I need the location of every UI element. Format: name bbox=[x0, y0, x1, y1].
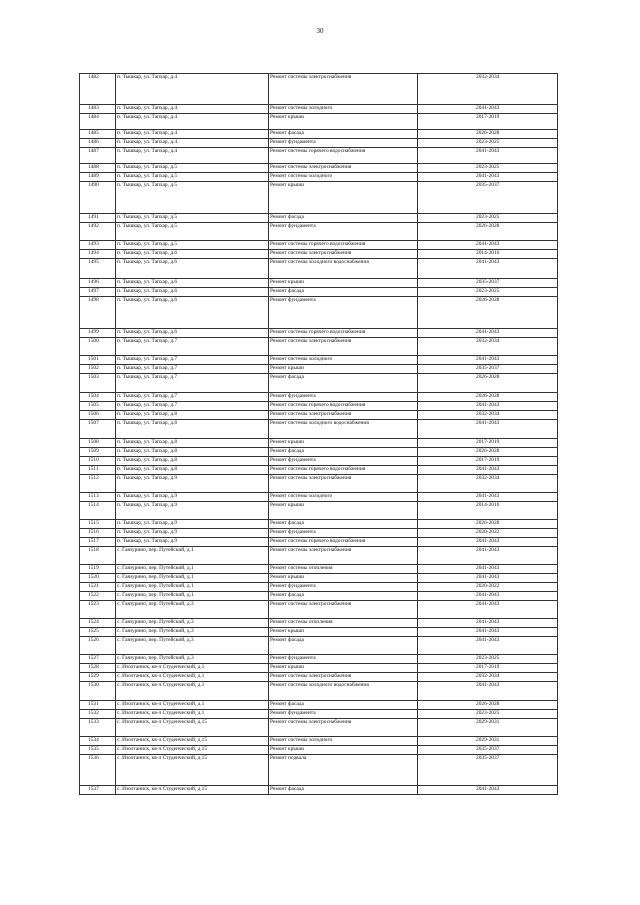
address-cell: п. Тышкар, ул. Тапхар, д.9 bbox=[116, 520, 269, 529]
period-cell: 2023-2025 bbox=[418, 214, 558, 223]
table-row bbox=[80, 502, 558, 520]
work-type-cell: Ремонт фундамента bbox=[269, 457, 418, 466]
work-type-cell: Ремонт системы горячего водоснабжения bbox=[269, 538, 418, 547]
table-row bbox=[80, 297, 558, 329]
work-type-cell: Ремонт системы электроснабжения bbox=[269, 74, 418, 105]
row-number: 1493 bbox=[80, 241, 116, 250]
period-cell: 2020-2022 bbox=[418, 529, 558, 538]
table-row bbox=[80, 173, 558, 182]
work-type-cell: Ремонт системы отопления bbox=[269, 565, 418, 574]
period-cell: 2041-2043 bbox=[418, 105, 558, 114]
period-cell: 2029-2031 bbox=[418, 737, 558, 746]
period-cell: 2023-2025 bbox=[418, 288, 558, 297]
table-row bbox=[80, 223, 558, 241]
row-number: 1532 bbox=[80, 710, 116, 719]
row-number: 1503 bbox=[80, 374, 116, 393]
work-type-cell: Ремонт системы электроснабжения bbox=[269, 475, 418, 493]
period-cell: 2026-2028 bbox=[418, 130, 558, 139]
address-cell: п. Тышкар, ул. Тапхар, д.5 bbox=[116, 164, 269, 173]
work-type-cell: Ремонт фундамента bbox=[269, 393, 418, 402]
table-row bbox=[80, 719, 558, 737]
period-cell: 2017-2019 bbox=[418, 457, 558, 466]
table-row bbox=[80, 701, 558, 710]
work-type-cell: Ремонт крыши bbox=[269, 746, 418, 755]
period-cell: 2032-2034 bbox=[418, 411, 558, 420]
table-row bbox=[80, 786, 558, 795]
period-cell: 2035-2037 bbox=[418, 746, 558, 755]
row-number: 1526 bbox=[80, 637, 116, 655]
table-row bbox=[80, 682, 558, 701]
work-type-cell: Ремонт системы холодного bbox=[269, 493, 418, 502]
work-type-cell: Ремонт фасада bbox=[269, 130, 418, 139]
row-number: 1484 bbox=[80, 114, 116, 130]
address-cell: п. Тышкар, ул. Тапхар, д.6 bbox=[116, 288, 269, 297]
row-number: 1485 bbox=[80, 130, 116, 139]
repair-schedule-table bbox=[79, 73, 558, 795]
address-cell: п. Тышкар, ул. Тапхар, д.6 bbox=[116, 279, 269, 288]
period-cell: 2041-2043 bbox=[418, 619, 558, 628]
address-cell: п. Тышкар, ул. Тапхар, д.7 bbox=[116, 402, 269, 411]
row-number: 1529 bbox=[80, 673, 116, 682]
address-cell: п. Тышкар, ул. Тапхар, д.5 bbox=[116, 182, 269, 214]
address-cell: п. Тышкар, ул. Тапхар, д.9 bbox=[116, 475, 269, 493]
address-cell: с. Гаязурино, пер. Путейский, д.1 bbox=[116, 592, 269, 601]
address-cell: п. Тышкар, ул. Тапхар, д.6 bbox=[116, 259, 269, 279]
row-number: 1501 bbox=[80, 356, 116, 365]
row-number: 1502 bbox=[80, 365, 116, 374]
address-cell: п. Тышкар, ул. Тапхар, д.5 bbox=[116, 173, 269, 182]
work-type-cell: Ремонт фундамента bbox=[269, 529, 418, 538]
table-row bbox=[80, 241, 558, 250]
row-number: 1506 bbox=[80, 411, 116, 420]
table-row bbox=[80, 114, 558, 130]
row-number: 1486 bbox=[80, 139, 116, 148]
table-row bbox=[80, 182, 558, 214]
address-cell: с. Изолтаниск, кв-л Студенческий, д.15 bbox=[116, 755, 269, 786]
row-number: 1505 bbox=[80, 402, 116, 411]
table-body bbox=[80, 74, 558, 795]
row-number: 1530 bbox=[80, 682, 116, 701]
row-number: 1515 bbox=[80, 520, 116, 529]
address-cell: п. Тышкар, ул. Тапхар, д.4 bbox=[116, 139, 269, 148]
table-row bbox=[80, 214, 558, 223]
period-cell: 2041-2043 bbox=[418, 329, 558, 338]
table-row bbox=[80, 393, 558, 402]
work-type-cell: Ремонт крыши bbox=[269, 439, 418, 448]
table-row bbox=[80, 130, 558, 139]
period-cell: 2041-2043 bbox=[418, 402, 558, 411]
row-number: 1492 bbox=[80, 223, 116, 241]
period-cell: 2026-2028 bbox=[418, 374, 558, 393]
row-number: 1489 bbox=[80, 173, 116, 182]
row-number: 1483 bbox=[80, 105, 116, 114]
period-cell: 2041-2043 bbox=[418, 466, 558, 475]
table-row bbox=[80, 637, 558, 655]
table-row bbox=[80, 279, 558, 288]
table-row bbox=[80, 475, 558, 493]
row-number: 1508 bbox=[80, 439, 116, 448]
table-row bbox=[80, 148, 558, 164]
work-type-cell: Ремонт подвала bbox=[269, 755, 418, 786]
row-number: 1514 bbox=[80, 502, 116, 520]
address-cell: с. Изолтаниск, кв-л Студенческий, д.15 bbox=[116, 737, 269, 746]
table-row bbox=[80, 493, 558, 502]
table-row bbox=[80, 448, 558, 457]
period-cell: 2035-2037 bbox=[418, 755, 558, 786]
work-type-cell: Ремонт системы горячего водоснабжения bbox=[269, 241, 418, 250]
table-row bbox=[80, 411, 558, 420]
period-cell: 2041-2043 bbox=[418, 628, 558, 637]
row-number: 1521 bbox=[80, 583, 116, 592]
address-cell: п. Тышкар, ул. Тапхар, д.7 bbox=[116, 365, 269, 374]
work-type-cell: Ремонт системы горячего водоснабжения bbox=[269, 148, 418, 164]
address-cell: с. Изолтаниск, кв-л Студенческий, д.15 bbox=[116, 719, 269, 737]
row-number: 1523 bbox=[80, 601, 116, 619]
table-row bbox=[80, 105, 558, 114]
period-cell: 2020-2022 bbox=[418, 583, 558, 592]
table-row bbox=[80, 601, 558, 619]
address-cell: п. Тышкар, ул. Тапхар, д.9 bbox=[116, 493, 269, 502]
table-row bbox=[80, 565, 558, 574]
table-row bbox=[80, 755, 558, 786]
period-cell: 2041-2043 bbox=[418, 241, 558, 250]
table-row bbox=[80, 746, 558, 755]
address-cell: с. Гаязурино, пер. Путейский, д.1 bbox=[116, 565, 269, 574]
row-number: 1516 bbox=[80, 529, 116, 538]
period-cell: 2023-2025 bbox=[418, 655, 558, 664]
period-cell: 2041-2043 bbox=[418, 148, 558, 164]
address-cell: п. Тышкар, ул. Тапхар, д.9 bbox=[116, 538, 269, 547]
row-number: 1495 bbox=[80, 259, 116, 279]
work-type-cell: Ремонт системы холодного bbox=[269, 105, 418, 114]
work-type-cell: Ремонт крыши bbox=[269, 628, 418, 637]
period-cell: 2041-2043 bbox=[418, 592, 558, 601]
table-row bbox=[80, 547, 558, 565]
work-type-cell: Ремонт системы холодного bbox=[269, 356, 418, 365]
period-cell: 2041-2043 bbox=[418, 786, 558, 795]
address-cell: п. Тышкар, ул. Тапхар, д.5 bbox=[116, 223, 269, 241]
work-type-cell: Ремонт системы электроснабжения bbox=[269, 547, 418, 565]
address-cell: с. Изолтаниск, кв-л Студенческий, д.1 bbox=[116, 664, 269, 673]
table-row bbox=[80, 329, 558, 338]
address-cell: с. Изолтаниск, кв-л Студенческий, д.1 bbox=[116, 710, 269, 719]
table-row bbox=[80, 592, 558, 601]
table-row bbox=[80, 538, 558, 547]
table-row bbox=[80, 402, 558, 411]
address-cell: п. Тышкар, ул. Тапхар, д.6 bbox=[116, 329, 269, 338]
row-number: 1500 bbox=[80, 338, 116, 356]
row-number: 1537 bbox=[80, 786, 116, 795]
address-cell: с. Изолтаниск, кв-л Студенческий, д.1 bbox=[116, 701, 269, 710]
row-number: 1504 bbox=[80, 393, 116, 402]
table-row bbox=[80, 673, 558, 682]
work-type-cell: Ремонт крыши bbox=[269, 664, 418, 673]
period-cell: 2026-2028 bbox=[418, 701, 558, 710]
period-cell: 2035-2037 bbox=[418, 365, 558, 374]
row-number: 1522 bbox=[80, 592, 116, 601]
address-cell: с. Изолтаниск, кв-л Студенческий, д.15 bbox=[116, 786, 269, 795]
row-number: 1533 bbox=[80, 719, 116, 737]
address-cell: п. Тышкар, ул. Тапхар, д.8 bbox=[116, 448, 269, 457]
work-type-cell: Ремонт крыши bbox=[269, 365, 418, 374]
work-type-cell: Ремонт системы электроснабжения bbox=[269, 164, 418, 173]
work-type-cell: Ремонт крыши bbox=[269, 114, 418, 130]
row-number: 1534 bbox=[80, 737, 116, 746]
row-number: 1518 bbox=[80, 547, 116, 565]
period-cell: 2041-2043 bbox=[418, 574, 558, 583]
table-row bbox=[80, 374, 558, 393]
row-number: 1528 bbox=[80, 664, 116, 673]
work-type-cell: Ремонт системы холодного водоснабжения bbox=[269, 682, 418, 701]
table-row bbox=[80, 288, 558, 297]
period-cell: 2041-2043 bbox=[418, 547, 558, 565]
address-cell: п. Тышкар, ул. Тапхар, д.7 bbox=[116, 338, 269, 356]
period-cell: 2041-2043 bbox=[418, 356, 558, 365]
work-type-cell: Ремонт фасада bbox=[269, 701, 418, 710]
period-cell: 2014-2016 bbox=[418, 502, 558, 520]
work-type-cell: Ремонт системы отопления bbox=[269, 619, 418, 628]
address-cell: п. Тышкар, ул. Тапхар, д.4 bbox=[116, 114, 269, 130]
address-cell: п. Тышкар, ул. Тапхар, д.4 bbox=[116, 105, 269, 114]
period-cell: 2017-2019 bbox=[418, 114, 558, 130]
table-row bbox=[80, 250, 558, 259]
work-type-cell: Ремонт фасада bbox=[269, 592, 418, 601]
period-cell: 2041-2043 bbox=[418, 637, 558, 655]
work-type-cell: Ремонт фасада bbox=[269, 374, 418, 393]
work-type-cell: Ремонт фасада bbox=[269, 520, 418, 529]
table-row bbox=[80, 628, 558, 637]
row-number: 1491 bbox=[80, 214, 116, 223]
work-type-cell: Ремонт фасада bbox=[269, 448, 418, 457]
row-number: 1524 bbox=[80, 619, 116, 628]
period-cell: 2041-2043 bbox=[418, 682, 558, 701]
period-cell: 2029-2031 bbox=[418, 719, 558, 737]
address-cell: п. Тышкар, ул. Тапхар, д.4 bbox=[116, 130, 269, 139]
table-row bbox=[80, 520, 558, 529]
period-cell: 2032-2034 bbox=[418, 475, 558, 493]
period-cell: 2032-2034 bbox=[418, 673, 558, 682]
period-cell: 2026-2028 bbox=[418, 448, 558, 457]
period-cell: 2032-2034 bbox=[418, 338, 558, 356]
table-row bbox=[80, 420, 558, 439]
period-cell: 2023-2025 bbox=[418, 710, 558, 719]
row-number: 1498 bbox=[80, 297, 116, 329]
table-row bbox=[80, 139, 558, 148]
work-type-cell: Ремонт фундамента bbox=[269, 223, 418, 241]
work-type-cell: Ремонт системы электроснабжения bbox=[269, 250, 418, 259]
row-number: 1497 bbox=[80, 288, 116, 297]
row-number: 1536 bbox=[80, 755, 116, 786]
period-cell: 2041-2043 bbox=[418, 565, 558, 574]
work-type-cell: Ремонт фундамента bbox=[269, 297, 418, 329]
table-row bbox=[80, 365, 558, 374]
work-type-cell: Ремонт системы электроснабжения bbox=[269, 338, 418, 356]
address-cell: п. Тышкар, ул. Тапхар, д.9 bbox=[116, 502, 269, 520]
address-cell: п. Тышкар, ул. Тапхар, д.4 bbox=[116, 74, 269, 105]
work-type-cell: Ремонт крыши bbox=[269, 574, 418, 583]
work-type-cell: Ремонт фасада bbox=[269, 288, 418, 297]
table-row bbox=[80, 457, 558, 466]
address-cell: с. Гаязурино, пер. Путейский, д.3 bbox=[116, 637, 269, 655]
period-cell: 2026-2028 bbox=[418, 297, 558, 329]
table-row bbox=[80, 583, 558, 592]
period-cell: 2041-2043 bbox=[418, 173, 558, 182]
row-number: 1487 bbox=[80, 148, 116, 164]
row-number: 1527 bbox=[80, 655, 116, 664]
period-cell: 2017-2019 bbox=[418, 664, 558, 673]
row-number: 1494 bbox=[80, 250, 116, 259]
work-type-cell: Ремонт системы электроснабжения bbox=[269, 673, 418, 682]
table-row bbox=[80, 439, 558, 448]
row-number: 1517 bbox=[80, 538, 116, 547]
row-number: 1525 bbox=[80, 628, 116, 637]
period-cell: 2023-2025 bbox=[418, 164, 558, 173]
work-type-cell: Ремонт фундамента bbox=[269, 139, 418, 148]
row-number: 1482 bbox=[80, 74, 116, 105]
row-number: 1511 bbox=[80, 466, 116, 475]
address-cell: п. Тышкар, ул. Тапхар, д.8 bbox=[116, 466, 269, 475]
address-cell: п. Тышкар, ул. Тапхар, д.7 bbox=[116, 356, 269, 365]
table-row bbox=[80, 655, 558, 664]
address-cell: с. Гаязурино, пер. Путейский, д.1 bbox=[116, 574, 269, 583]
work-type-cell: Ремонт системы холодного bbox=[269, 737, 418, 746]
address-cell: п. Тышкар, ул. Тапхар, д.8 bbox=[116, 420, 269, 439]
period-cell: 2035-2037 bbox=[418, 182, 558, 214]
address-cell: с. Гаязурино, пер. Путейский, д.1 bbox=[116, 583, 269, 592]
address-cell: п. Тышкар, ул. Тапхар, д.8 bbox=[116, 439, 269, 448]
work-type-cell: Ремонт системы электроснабжения bbox=[269, 719, 418, 737]
row-number: 1512 bbox=[80, 475, 116, 493]
work-type-cell: Ремонт системы холодного bbox=[269, 173, 418, 182]
row-number: 1520 bbox=[80, 574, 116, 583]
address-cell: п. Тышкар, ул. Тапхар, д.7 bbox=[116, 393, 269, 402]
work-type-cell: Ремонт фундамента bbox=[269, 710, 418, 719]
row-number: 1535 bbox=[80, 746, 116, 755]
address-cell: п. Тышкар, ул. Тапхар, д.7 bbox=[116, 374, 269, 393]
period-cell: 2032-2034 bbox=[418, 74, 558, 105]
period-cell: 2041-2043 bbox=[418, 259, 558, 279]
table-row bbox=[80, 74, 558, 105]
table-row bbox=[80, 338, 558, 356]
address-cell: п. Тышкар, ул. Тапхар, д.8 bbox=[116, 457, 269, 466]
period-cell: 2017-2019 bbox=[418, 439, 558, 448]
address-cell: п. Тышкар, ул. Тапхар, д.4 bbox=[116, 148, 269, 164]
row-number: 1490 bbox=[80, 182, 116, 214]
row-number: 1499 bbox=[80, 329, 116, 338]
period-cell: 2041-2043 bbox=[418, 601, 558, 619]
repair-schedule-table-wrapper bbox=[79, 73, 557, 848]
row-number: 1488 bbox=[80, 164, 116, 173]
row-number: 1496 bbox=[80, 279, 116, 288]
work-type-cell: Ремонт крыши bbox=[269, 502, 418, 520]
page-number: 30 bbox=[316, 27, 324, 35]
period-cell: 2041-2043 bbox=[418, 538, 558, 547]
table-row bbox=[80, 356, 558, 365]
address-cell: с. Изолтаниск, кв-л Студенческий, д.15 bbox=[116, 746, 269, 755]
work-type-cell: Ремонт фундамента bbox=[269, 655, 418, 664]
table-row bbox=[80, 164, 558, 173]
row-number: 1513 bbox=[80, 493, 116, 502]
period-cell: 2026-2028 bbox=[418, 223, 558, 241]
table-row bbox=[80, 710, 558, 719]
work-type-cell: Ремонт системы электроснабжения bbox=[269, 411, 418, 420]
work-type-cell: Ремонт системы холодного водоснабжения bbox=[269, 420, 418, 439]
address-cell: с. Изолтаниск, кв-л Студенческий, д.1 bbox=[116, 673, 269, 682]
row-number: 1507 bbox=[80, 420, 116, 439]
period-cell: 2035-2037 bbox=[418, 279, 558, 288]
address-cell: п. Тышкар, ул. Тапхар, д.5 bbox=[116, 241, 269, 250]
table-row bbox=[80, 259, 558, 279]
work-type-cell: Ремонт фундамента bbox=[269, 583, 418, 592]
work-type-cell: Ремонт системы горячего водоснабжения bbox=[269, 466, 418, 475]
table-row bbox=[80, 737, 558, 746]
work-type-cell: Ремонт системы горячего водоснабжения bbox=[269, 329, 418, 338]
table-row bbox=[80, 529, 558, 538]
address-cell: с. Гаязурино, пер. Путейский, д.1 bbox=[116, 547, 269, 565]
address-cell: п. Тышкар, ул. Тапхар, д.6 bbox=[116, 250, 269, 259]
table-row bbox=[80, 574, 558, 583]
address-cell: п. Тышкар, ул. Тапхар, д.8 bbox=[116, 411, 269, 420]
address-cell: с. Гаязурино, пер. Путейский, д.3 bbox=[116, 655, 269, 664]
row-number: 1531 bbox=[80, 701, 116, 710]
address-cell: п. Тышкар, ул. Тапхар, д.6 bbox=[116, 297, 269, 329]
row-number: 1510 bbox=[80, 457, 116, 466]
work-type-cell: Ремонт фасада bbox=[269, 214, 418, 223]
work-type-cell: Ремонт системы горячего водоснабжения bbox=[269, 402, 418, 411]
period-cell: 2026-2028 bbox=[418, 520, 558, 529]
period-cell: 2023-2025 bbox=[418, 139, 558, 148]
table-row bbox=[80, 619, 558, 628]
address-cell: с. Гаязурино, пер. Путейский, д.3 bbox=[116, 628, 269, 637]
address-cell: с. Гаязурино, пер. Путейский, д.3 bbox=[116, 619, 269, 628]
period-cell: 2041-2043 bbox=[418, 420, 558, 439]
address-cell: п. Тышкар, ул. Тапхар, д.5 bbox=[116, 214, 269, 223]
work-type-cell: Ремонт крыши bbox=[269, 279, 418, 288]
work-type-cell: Ремонт фасада bbox=[269, 637, 418, 655]
table-row bbox=[80, 664, 558, 673]
work-type-cell: Ремонт системы электроснабжения bbox=[269, 601, 418, 619]
period-cell: 2026-2028 bbox=[418, 393, 558, 402]
address-cell: с. Изолтаниск, кв-л Студенческий, д.1 bbox=[116, 682, 269, 701]
period-cell: 2014-2016 bbox=[418, 250, 558, 259]
address-cell: п. Тышкар, ул. Тапхар, д.9 bbox=[116, 529, 269, 538]
row-number: 1519 bbox=[80, 565, 116, 574]
table-row bbox=[80, 466, 558, 475]
period-cell: 2041-2043 bbox=[418, 493, 558, 502]
address-cell: с. Гаязурино, пер. Путейский, д.3 bbox=[116, 601, 269, 619]
work-type-cell: Ремонт системы холодного водоснабжения bbox=[269, 259, 418, 279]
work-type-cell: Ремонт фасада bbox=[269, 786, 418, 795]
row-number: 1509 bbox=[80, 448, 116, 457]
work-type-cell: Ремонт крыши bbox=[269, 182, 418, 214]
